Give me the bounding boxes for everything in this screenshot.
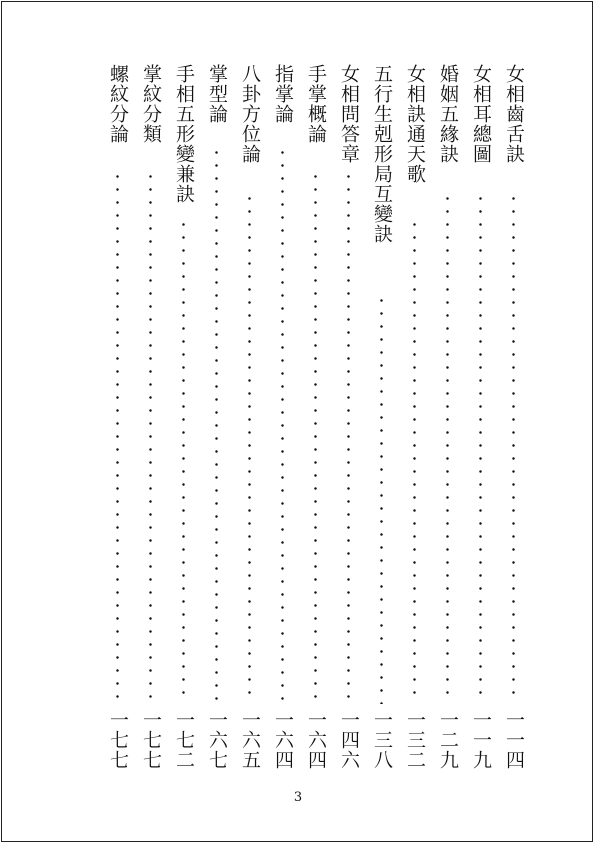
toc-entry	[498, 64, 530, 782]
toc-entry-title: 掌型論	[206, 64, 228, 124]
toc-entry-title: 女相問答章	[338, 64, 360, 164]
dot-leader	[413, 218, 416, 704]
dot-leader	[149, 170, 152, 704]
toc-entry	[333, 64, 365, 782]
page-number: 3	[293, 790, 303, 805]
toc-entry	[267, 64, 299, 782]
toc-entry-page: 一六四	[305, 710, 327, 770]
dot-leader	[380, 294, 383, 704]
toc-entry-page: 一三八	[371, 710, 393, 770]
dot-leader	[248, 192, 251, 704]
dot-leader	[116, 170, 119, 704]
dot-leader	[182, 218, 185, 704]
toc-entry	[465, 64, 497, 782]
toc-entry-page: 一七七	[107, 710, 129, 770]
toc-entry	[135, 64, 167, 782]
toc-entry-page: 一六四	[272, 710, 294, 770]
dot-leader	[446, 192, 449, 704]
toc-entry-title: 八卦方位論	[239, 64, 261, 164]
dot-leader	[314, 170, 317, 704]
dot-leader	[281, 146, 284, 704]
toc-entry-page: 一四六	[338, 710, 360, 770]
toc-entry-title: 女相齒舌訣	[503, 64, 525, 164]
toc-entry-page: 一六七	[206, 710, 228, 770]
toc-entry-title: 螺紋分論	[107, 64, 129, 144]
toc-entry-title: 手相五形變兼訣	[173, 64, 195, 204]
toc-entry	[300, 64, 332, 782]
toc-entry-title: 掌紋分類	[140, 64, 162, 144]
toc-entry-page: 一七七	[140, 710, 162, 770]
toc-entry-page: 一三二	[404, 710, 426, 770]
toc-entry	[432, 64, 464, 782]
toc-entry-title: 婚姻五緣訣	[437, 64, 459, 164]
toc-entry	[168, 64, 200, 782]
dot-leader	[215, 146, 218, 704]
dot-leader	[479, 192, 482, 704]
dot-leader	[347, 170, 350, 704]
toc-entry-title: 指掌論	[272, 64, 294, 124]
toc-entry	[234, 64, 266, 782]
toc-entry	[102, 64, 134, 782]
table-of-contents	[0, 64, 596, 782]
toc-entry-page: 一一九	[470, 710, 492, 770]
dot-leader	[512, 192, 515, 704]
toc-entry-page: 一二九	[437, 710, 459, 770]
toc-entry	[201, 64, 233, 782]
toc-entry-title: 女相訣通天歌	[404, 64, 426, 184]
toc-entry	[399, 64, 431, 782]
toc-entry-title: 手掌概論	[305, 64, 327, 144]
toc-entry-page: 一七二	[173, 710, 195, 770]
toc-entry-title: 女相耳總圖	[470, 64, 492, 164]
toc-entry-page: 一六五	[239, 710, 261, 770]
toc-entry-page: 一一四	[503, 710, 525, 770]
toc-entry	[366, 64, 398, 782]
toc-entry-title: 五行生剋形局互變訣	[371, 64, 393, 244]
